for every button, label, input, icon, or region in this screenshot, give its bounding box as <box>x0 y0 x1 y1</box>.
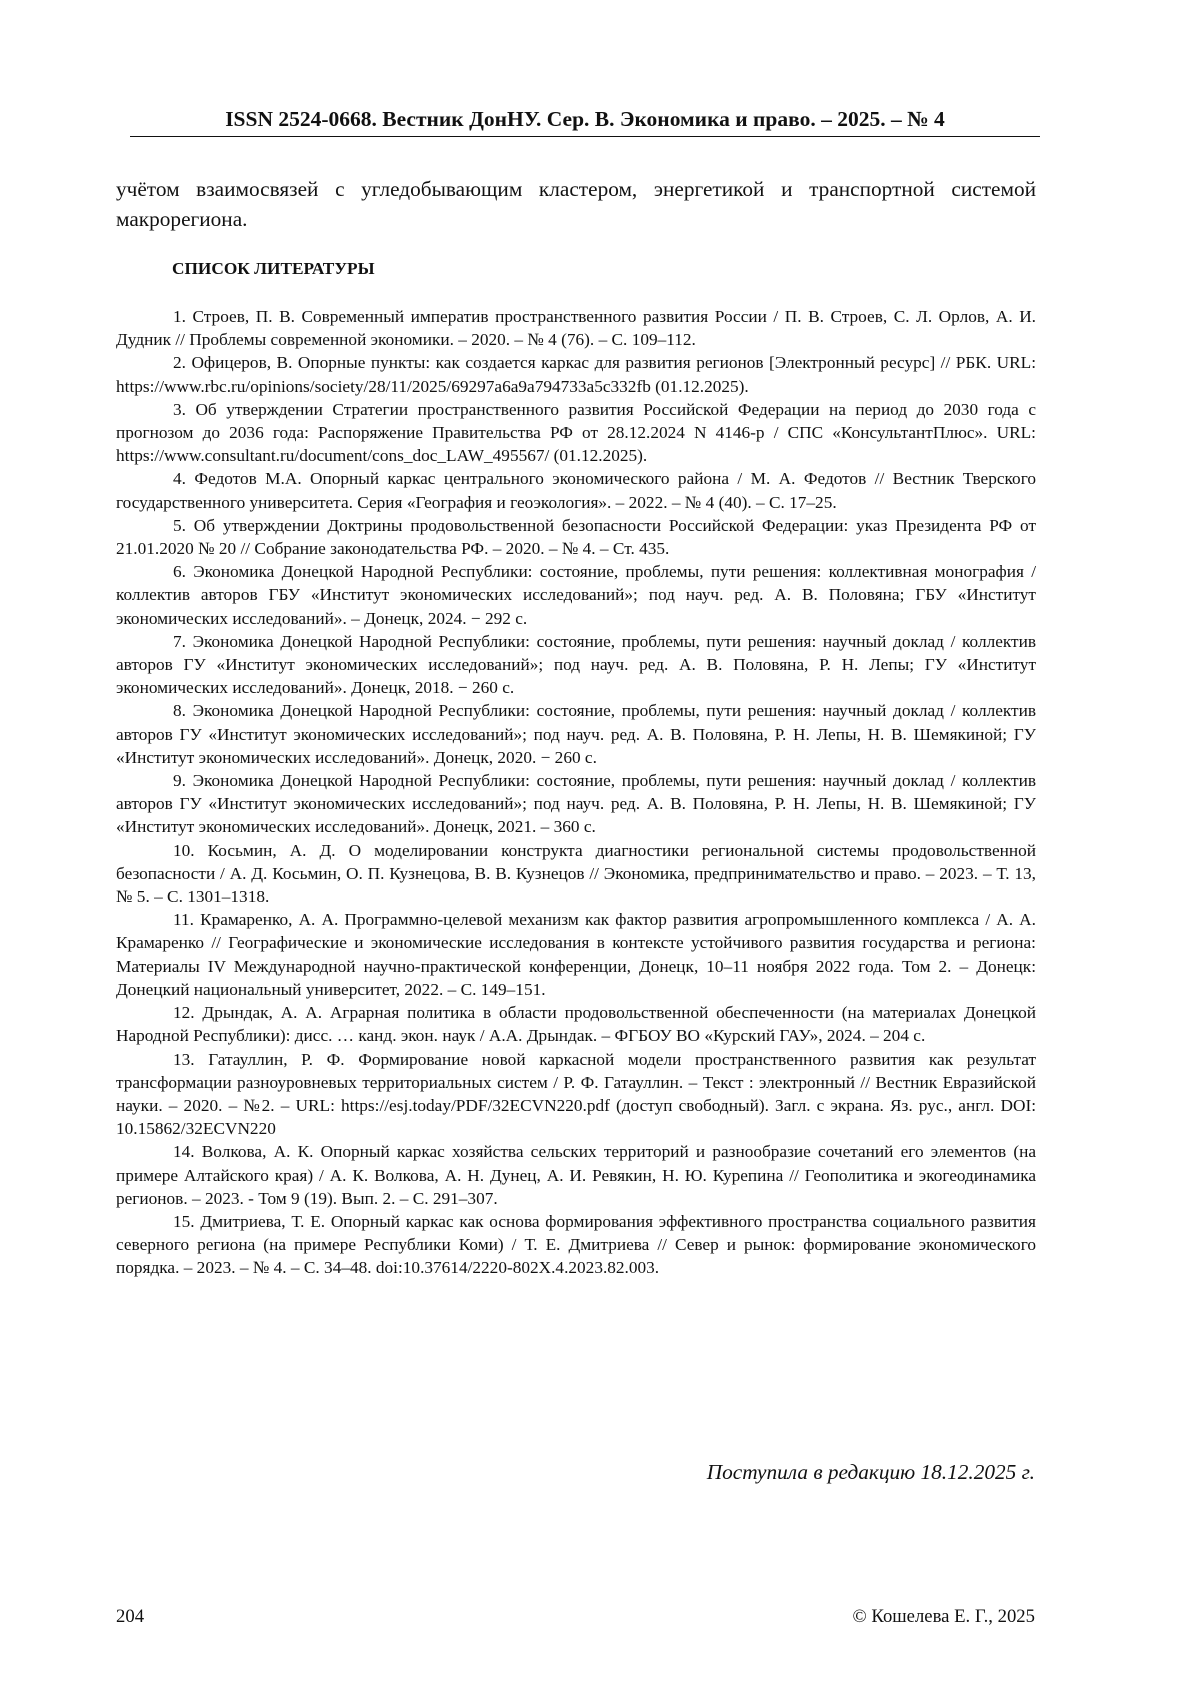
body-paragraph: учётом взаимосвязей с угледобывающим кластером, энергетикой и транспортной системой макрорегиона. <box>116 177 1036 231</box>
reference-item-12: 12. Дрындак, А. А. Аграрная политика в области продовольственной обеспеченности (на материалах Донецкой Народной Республики): дисс. … канд. экон. наук / А.А. Дрындак. – ФГБОУ ВО «Курский ГАУ», 2024. – 204 с. <box>116 1003 1036 1046</box>
reference-item-15: 15. Дмитриева, Т. Е. Опорный каркас как основа формирования эффективного пространства социального развития северного региона (на примере Республики Коми) / Т. Е. Дмитриева // Север и рынок: формирование экономического порядка. – 2023. – № 4. – С. 34–48. doi:10.37614/2220-802X.4.2023.82.003. <box>116 1211 1036 1278</box>
reference-item-10: 10. Косьмин, А. Д. О моделировании конструкта диагностики региональной системы продовольственной безопасности / А. Д. Косьмин, О. П. Кузнецова, В. В. Кузнецов // Экономика, предпринимательство и право. – 2023. – Т. 13, № 5. – С. 1301–1318. <box>116 840 1036 907</box>
reference-item-1: 1. Строев, П. В. Современный императив пространственного развития России / П. В. Строев, С. Л. Орлов, А. И. Дудник // Проблемы современной экономики. – 2020. – № 4 (76). – С. 109–112. <box>116 307 1036 350</box>
reference-item-11: 11. Крамаренко, А. А. Программно-целевой механизм как фактор развития агропромышленного комплекса / А. А. Крамаренко // Географические и экономические исследования в контексте устойчивого развития государства и региона: Материалы IV Международной научно-практической конференции, Донецк, 10–11 ноября 2022 года. Том 2. – Донецк: Донецкий национальный университет, 2022. – С. 149–151. <box>116 910 1036 999</box>
copyright-notice: © Кошелева Е. Г., 2025 <box>852 1606 1035 1627</box>
header-divider <box>130 136 1040 137</box>
reference-item-2: 2. Офицеров, В. Опорные пункты: как создается каркас для развития регионов [Электронный ресурс] // РБК. URL: https://www.rbc.ru/opinions/society/28/11/2025/69297a6a9a794733a5c332fb (01.12.2025). <box>116 353 1036 396</box>
received-date-note: Поступила в редакцию 18.12.2025 г. <box>706 1460 1035 1484</box>
reference-item-14: 14. Волкова, А. К. Опорный каркас хозяйства сельских территорий и разнообразие сочетаний его элементов (на примере Алтайского края) / А. К. Волкова, А. Н. Дунец, А. И. Ревякин, Н. Ю. Курепина // Геополитика и экогеодинамика регионов. – 2023. - Том 9 (19). Вып. 2. – С. 291–307. <box>116 1142 1036 1208</box>
reference-item-9: 9. Экономика Донецкой Народной Республики: состояние, проблемы, пути решения: научный доклад / коллектив авторов ГУ «Институт экономических исследований»; под науч. ред. А. В. Половяна, Р. Н. Лепы, Н. В. Шемякиной; ГУ «Институт экономических исследований». Донецк, 2021. – 360 с. <box>116 771 1036 837</box>
reference-item-5: 5. Об утверждении Доктрины продовольственной безопасности Российской Федерации: указ Президента РФ от 21.01.2020 № 20 // Собрание законодательства РФ. – 2020. – № 4. – Ст. 435. <box>116 515 1036 559</box>
references-heading: СПИСОК ЛИТЕРАТУРЫ <box>172 259 375 278</box>
reference-item-4: 4. Федотов М.А. Опорный каркас центрального экономического района / М. А. Федотов // Вестник Тверского государственного университета. Серия «География и геоэкология». – 2022. – № 4 (40). – С. 17–25. <box>116 469 1036 512</box>
reference-item-6: 6. Экономика Донецкой Народной Республики: состояние, проблемы, пути решения: коллективная монография / коллектив авторов ГБУ «Институт экономических исследований»; под науч. ред. А. В. Половяна; ГБУ «Институт экономических исследований». – Донецк, 2024. − 292 с. <box>116 562 1036 628</box>
reference-item-3: 3. Об утверждении Стратегии пространственного развития Российской Федерации на период до 2030 года с прогнозом до 2036 года: Распоряжение Правительства РФ от 28.12.2024 N 4146-р / СПС «КонсультантПлюс». URL: https://www.consultant.ru/document/cons_doc_LAW_495567/ (01.12.2025). <box>116 399 1036 466</box>
running-header: ISSN 2524-0668. Вестник ДонНУ. Сер. В. Экономика и право. – 2025. – № 4 <box>225 107 945 131</box>
reference-item-8: 8. Экономика Донецкой Народной Республики: состояние, проблемы, пути решения: научный доклад / коллектив авторов ГУ «Институт экономических исследований»; под науч. ред. А. В. Половяна, Р. Н. Лепы, Н. В. Шемякиной; ГУ «Институт экономических исследований». Донецк, 2020. − 260 с. <box>116 701 1036 767</box>
references-list <box>116 305 1036 1280</box>
reference-item-13: 13. Гатауллин, Р. Ф. Формирование новой каркасной модели пространственного развития как результат трансформации разноуровневых территориальных систем / Р. Ф. Гатауллин. – Текст : электронный // Вестник Евразийской науки. – 2020. – №2. – URL: https://esj.today/PDF/32ECVN220.pdf (доступ свободный). Загл. с экрана. Яз. рус., англ. DOI: 10.15862/32ECVN220 <box>116 1049 1036 1139</box>
page-number: 204 <box>116 1606 145 1627</box>
reference-item-7: 7. Экономика Донецкой Народной Республики: состояние, проблемы, пути решения: научный доклад / коллектив авторов ГУ «Институт экономических исследований»; под науч. ред. А. В. Половяна, Р. Н. Лепы; ГУ «Институт экономических исследований». Донецк, 2018. − 260 с. <box>116 631 1036 698</box>
